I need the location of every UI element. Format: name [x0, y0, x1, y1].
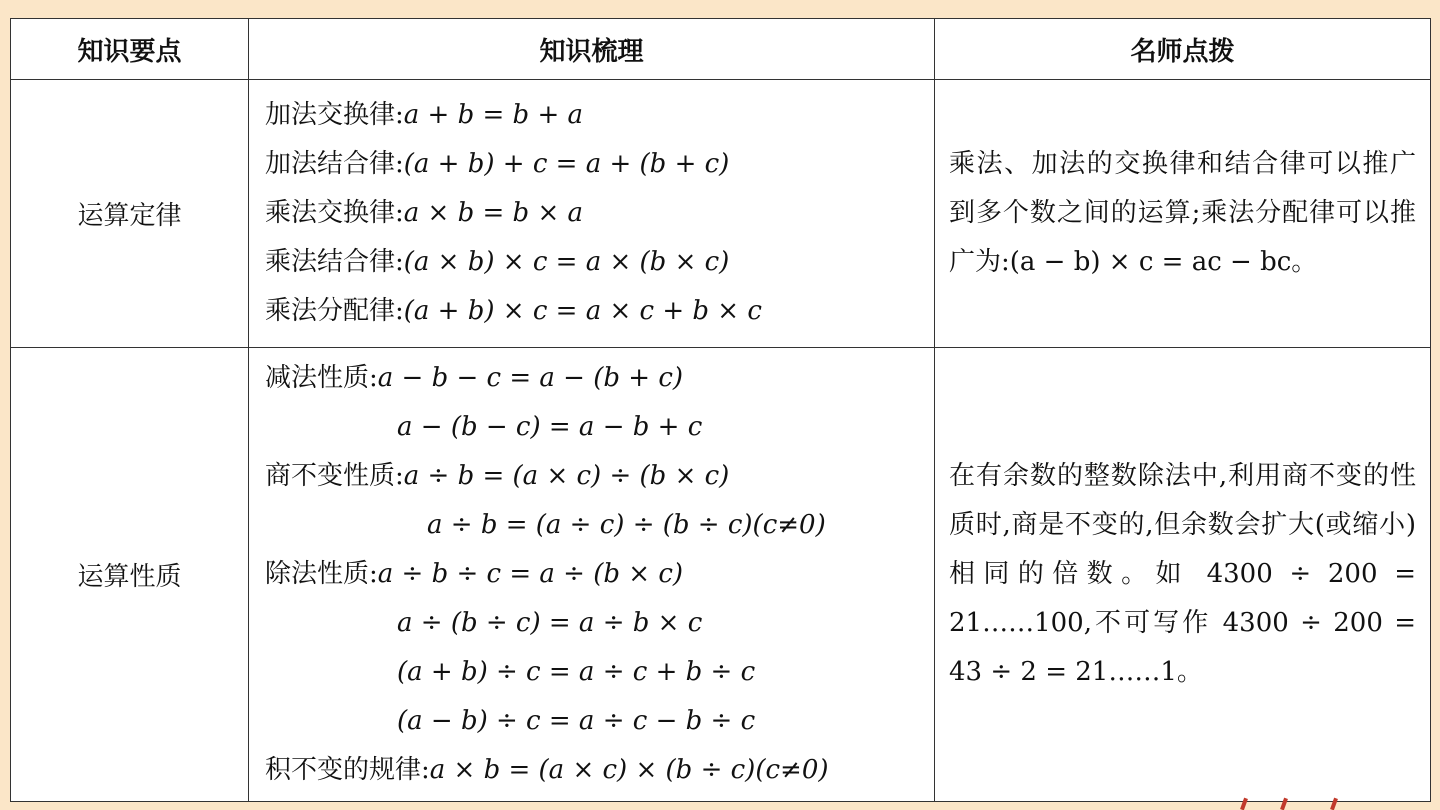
rule-formula: a × b = (a × c) × (b ÷ c)(c≠0): [429, 755, 829, 785]
formula-line: [265, 697, 920, 746]
rule-formula: (a × b) × c = a × (b × c): [403, 247, 730, 277]
formula-line: [265, 189, 920, 238]
topic-operation-properties: 运算性质: [11, 348, 249, 802]
rule-label: 乘法结合律:: [265, 247, 404, 277]
rule-label: 乘法分配律:: [265, 296, 404, 326]
header-knowledge-summary: 知识梳理: [249, 19, 935, 80]
rule-formula: a − (b − c) = a − b + c: [397, 412, 703, 442]
rule-label: 乘法交换律:: [265, 198, 404, 228]
tip-operation-laws: 乘法、加法的交换律和结合律可以推广到多个数之间的运算;乘法分配律可以推广为:(a − b) × c = ac − bc。: [935, 80, 1431, 348]
table-row: [11, 348, 1431, 802]
header-teacher-tips: 名师点拨: [935, 19, 1431, 80]
rule-label: 减法性质:: [265, 363, 378, 393]
formula-line: [265, 746, 920, 795]
formula-line: [265, 140, 920, 189]
formula-line: [265, 287, 920, 336]
rule-formula: (a + b) × c = a × c + b × c: [403, 296, 762, 326]
rule-formula: a × b = b × a: [403, 198, 583, 228]
rule-label: 加法交换律:: [265, 100, 404, 130]
table-header-row: [11, 19, 1431, 80]
rule-formula: a − b − c = a − (b + c): [377, 363, 684, 393]
summary-operation-properties: [249, 348, 935, 802]
formula-line: [265, 238, 920, 287]
topic-operation-laws: 运算定律: [11, 80, 249, 348]
rule-label: 除法性质:: [265, 559, 378, 589]
rule-label: 积不变的规律:: [265, 755, 430, 785]
red-ink-marks: [1236, 792, 1356, 810]
formula-line: [265, 599, 920, 648]
formula-line: [265, 354, 920, 403]
rule-label: 商不变性质:: [265, 461, 404, 491]
rule-formula: a ÷ b ÷ c = a ÷ (b × c): [377, 559, 684, 589]
rule-label: 加法结合律:: [265, 149, 404, 179]
rule-formula: (a + b) ÷ c = a ÷ c + b ÷ c: [397, 657, 756, 687]
rule-formula: a + b = b + a: [403, 100, 583, 130]
formula-line: [265, 403, 920, 452]
formula-line: [265, 501, 920, 550]
rule-formula: a ÷ b = (a × c) ÷ (b × c): [403, 461, 730, 491]
header-knowledge-points: 知识要点: [11, 19, 249, 80]
rule-formula: a ÷ (b ÷ c) = a ÷ b × c: [397, 608, 703, 638]
rule-formula: (a − b) ÷ c = a ÷ c − b ÷ c: [397, 706, 756, 736]
summary-operation-laws: [249, 80, 935, 348]
rule-formula: a ÷ b = (a ÷ c) ÷ (b ÷ c)(c≠0): [427, 510, 826, 540]
formula-line: [265, 648, 920, 697]
formula-line: [265, 452, 920, 501]
knowledge-table: [10, 18, 1431, 802]
rule-formula: (a + b) + c = a + (b + c): [403, 149, 730, 179]
tip-operation-properties: 在有余数的整数除法中,利用商不变的性质时,商是不变的,但余数会扩大(或缩小)相同的倍数。如 4300 ÷ 200 = 21……100,不可写作 4300 ÷ 200 = 43 ÷ 2 = 21……1。: [935, 348, 1431, 802]
table-row: [11, 80, 1431, 348]
formula-line: [265, 550, 920, 599]
formula-line: [265, 91, 920, 140]
